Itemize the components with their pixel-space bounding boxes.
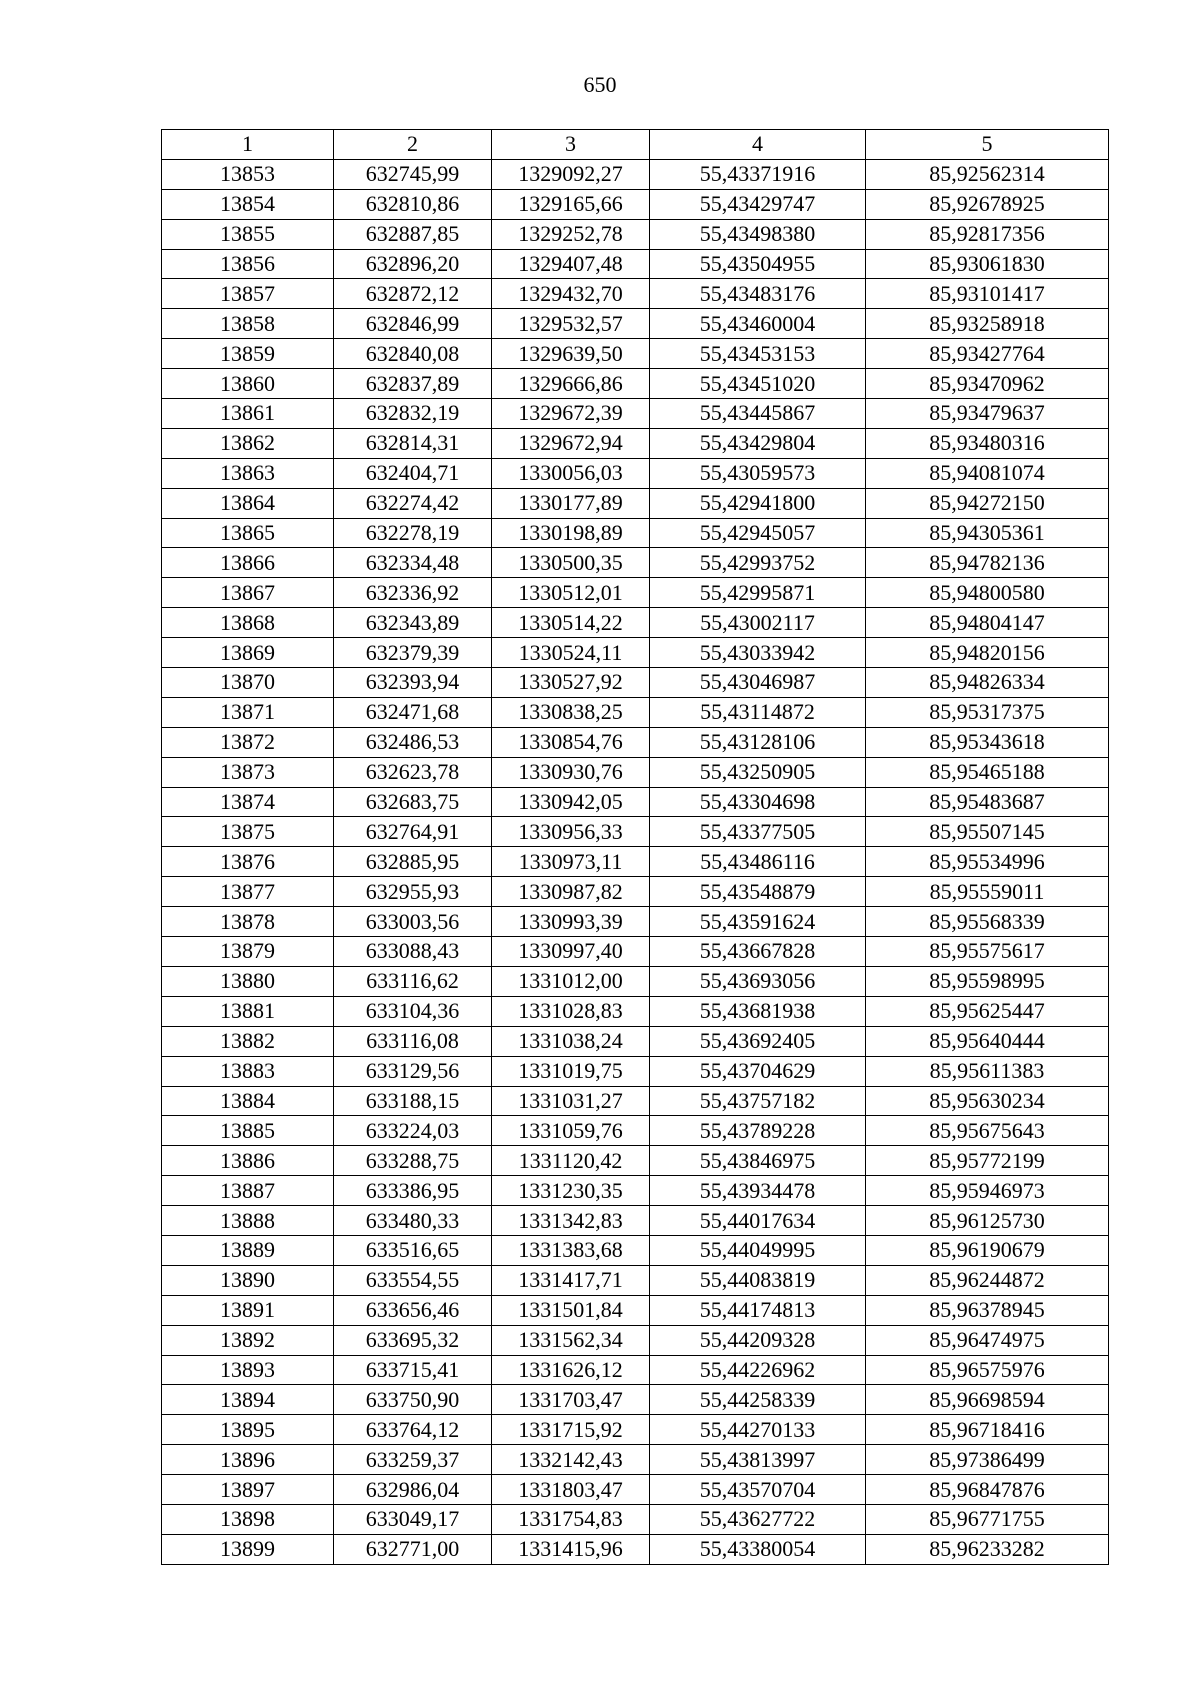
table-cell: 1331120,42 bbox=[492, 1146, 650, 1176]
table-cell: 13894 bbox=[162, 1385, 334, 1415]
table-cell: 633224,03 bbox=[334, 1116, 492, 1146]
table-cell: 13884 bbox=[162, 1086, 334, 1116]
table-cell: 632872,12 bbox=[334, 279, 492, 309]
table-cell: 633750,90 bbox=[334, 1385, 492, 1415]
table-cell: 632955,93 bbox=[334, 877, 492, 907]
table-cell: 13895 bbox=[162, 1415, 334, 1445]
table-cell: 85,93101417 bbox=[866, 279, 1109, 309]
table-cell: 13864 bbox=[162, 488, 334, 518]
table-cell: 1329252,78 bbox=[492, 219, 650, 249]
table-row bbox=[162, 1235, 1109, 1265]
page-number: 650 bbox=[583, 72, 617, 97]
table-cell: 85,94820156 bbox=[866, 638, 1109, 668]
table-cell: 55,44049995 bbox=[650, 1235, 866, 1265]
table-cell: 633116,62 bbox=[334, 966, 492, 996]
table-cell: 13877 bbox=[162, 877, 334, 907]
table-row bbox=[162, 1325, 1109, 1355]
table-cell: 1331715,92 bbox=[492, 1415, 650, 1445]
table-cell: 1330993,39 bbox=[492, 907, 650, 937]
table-cell: 85,95507145 bbox=[866, 817, 1109, 847]
table-cell: 55,44226962 bbox=[650, 1355, 866, 1385]
table-cell: 1331342,83 bbox=[492, 1206, 650, 1236]
table-cell: 13858 bbox=[162, 309, 334, 339]
table-row bbox=[162, 757, 1109, 787]
table-cell: 55,43548879 bbox=[650, 877, 866, 907]
table-row bbox=[162, 1146, 1109, 1176]
table-cell: 1329407,48 bbox=[492, 249, 650, 279]
table-cell: 13899 bbox=[162, 1534, 334, 1564]
table-cell: 85,96233282 bbox=[866, 1534, 1109, 1564]
table-row bbox=[162, 787, 1109, 817]
table-cell: 632623,78 bbox=[334, 757, 492, 787]
table-cell: 55,44270133 bbox=[650, 1415, 866, 1445]
table-cell: 85,95568339 bbox=[866, 907, 1109, 937]
table-cell: 55,43453153 bbox=[650, 339, 866, 369]
table-cell: 13859 bbox=[162, 339, 334, 369]
table-cell: 633715,41 bbox=[334, 1355, 492, 1385]
table-cell: 13854 bbox=[162, 189, 334, 219]
table-cell: 633049,17 bbox=[334, 1504, 492, 1534]
table-cell: 55,43445867 bbox=[650, 399, 866, 429]
table-cell: 13888 bbox=[162, 1206, 334, 1236]
table-cell: 55,43627722 bbox=[650, 1504, 866, 1534]
table-row bbox=[162, 1415, 1109, 1445]
table-row bbox=[162, 339, 1109, 369]
table-row bbox=[162, 1475, 1109, 1505]
table-cell: 1329165,66 bbox=[492, 189, 650, 219]
table-cell: 1331383,68 bbox=[492, 1235, 650, 1265]
table-cell: 85,95317375 bbox=[866, 697, 1109, 727]
table-cell: 55,43429804 bbox=[650, 428, 866, 458]
table-cell: 55,43114872 bbox=[650, 697, 866, 727]
table-cell: 85,96718416 bbox=[866, 1415, 1109, 1445]
table-cell: 13860 bbox=[162, 369, 334, 399]
table-cell: 85,96575976 bbox=[866, 1355, 1109, 1385]
table-cell: 55,43377505 bbox=[650, 817, 866, 847]
table-cell: 632393,94 bbox=[334, 668, 492, 698]
table-cell: 1331012,00 bbox=[492, 966, 650, 996]
table-cell: 85,96474975 bbox=[866, 1325, 1109, 1355]
table-row bbox=[162, 428, 1109, 458]
table-cell: 85,94782136 bbox=[866, 548, 1109, 578]
table-cell: 632887,85 bbox=[334, 219, 492, 249]
column-header: 3 bbox=[492, 130, 650, 160]
table-row bbox=[162, 458, 1109, 488]
table-cell: 85,96771755 bbox=[866, 1504, 1109, 1534]
table-row bbox=[162, 1026, 1109, 1056]
table-cell: 1330512,01 bbox=[492, 578, 650, 608]
table-cell: 55,43681938 bbox=[650, 996, 866, 1026]
table-cell: 632814,31 bbox=[334, 428, 492, 458]
table-cell: 633288,75 bbox=[334, 1146, 492, 1176]
table-row bbox=[162, 279, 1109, 309]
table-cell: 1330198,89 bbox=[492, 518, 650, 548]
table-cell: 55,43380054 bbox=[650, 1534, 866, 1564]
table-cell: 13878 bbox=[162, 907, 334, 937]
table-cell: 85,95465188 bbox=[866, 757, 1109, 787]
table-cell: 13857 bbox=[162, 279, 334, 309]
table-cell: 55,43692405 bbox=[650, 1026, 866, 1056]
table-cell: 55,43033942 bbox=[650, 638, 866, 668]
table-cell: 632343,89 bbox=[334, 608, 492, 638]
table-cell: 632810,86 bbox=[334, 189, 492, 219]
table-cell: 13871 bbox=[162, 697, 334, 727]
table-row bbox=[162, 817, 1109, 847]
table-cell: 1331754,83 bbox=[492, 1504, 650, 1534]
column-header: 2 bbox=[334, 130, 492, 160]
table-cell: 632896,20 bbox=[334, 249, 492, 279]
table-cell: 55,43483176 bbox=[650, 279, 866, 309]
table-row bbox=[162, 1504, 1109, 1534]
table-cell: 13897 bbox=[162, 1475, 334, 1505]
table-cell: 55,43704629 bbox=[650, 1056, 866, 1086]
table-cell: 13886 bbox=[162, 1146, 334, 1176]
table-cell: 1330942,05 bbox=[492, 787, 650, 817]
table-cell: 1330973,11 bbox=[492, 847, 650, 877]
table-row bbox=[162, 608, 1109, 638]
table-cell: 55,44017634 bbox=[650, 1206, 866, 1236]
table-cell: 633116,08 bbox=[334, 1026, 492, 1056]
table-cell: 85,94305361 bbox=[866, 518, 1109, 548]
table-row bbox=[162, 877, 1109, 907]
table-cell: 1330956,33 bbox=[492, 817, 650, 847]
table-cell: 1330524,11 bbox=[492, 638, 650, 668]
table-cell: 85,94826334 bbox=[866, 668, 1109, 698]
table-cell: 1331501,84 bbox=[492, 1295, 650, 1325]
table-cell: 1329432,70 bbox=[492, 279, 650, 309]
table-row bbox=[162, 1265, 1109, 1295]
table-cell: 55,42945057 bbox=[650, 518, 866, 548]
table-row bbox=[162, 1445, 1109, 1475]
table-row bbox=[162, 1086, 1109, 1116]
table-cell: 85,95630234 bbox=[866, 1086, 1109, 1116]
table-cell: 13870 bbox=[162, 668, 334, 698]
table-cell: 13890 bbox=[162, 1265, 334, 1295]
table-row bbox=[162, 518, 1109, 548]
table-cell: 1331028,83 bbox=[492, 996, 650, 1026]
table-cell: 55,44209328 bbox=[650, 1325, 866, 1355]
table-row bbox=[162, 578, 1109, 608]
table-cell: 55,43813997 bbox=[650, 1445, 866, 1475]
table-body bbox=[162, 159, 1109, 1564]
table-cell: 55,43789228 bbox=[650, 1116, 866, 1146]
table-cell: 1330997,40 bbox=[492, 937, 650, 967]
table-cell: 1331019,75 bbox=[492, 1056, 650, 1086]
table-row bbox=[162, 1206, 1109, 1236]
table-cell: 13881 bbox=[162, 996, 334, 1026]
table-cell: 85,96698594 bbox=[866, 1385, 1109, 1415]
table-cell: 1331038,24 bbox=[492, 1026, 650, 1056]
table-cell: 55,43460004 bbox=[650, 309, 866, 339]
table-cell: 85,93258918 bbox=[866, 309, 1109, 339]
table-cell: 85,94272150 bbox=[866, 488, 1109, 518]
table-cell: 55,43451020 bbox=[650, 369, 866, 399]
table-cell: 633188,15 bbox=[334, 1086, 492, 1116]
table-cell: 632274,42 bbox=[334, 488, 492, 518]
table-cell: 85,94081074 bbox=[866, 458, 1109, 488]
table-row bbox=[162, 1355, 1109, 1385]
table-cell: 633764,12 bbox=[334, 1415, 492, 1445]
table-row bbox=[162, 159, 1109, 189]
table-cell: 633695,32 bbox=[334, 1325, 492, 1355]
column-header: 4 bbox=[650, 130, 866, 160]
table-cell: 633003,56 bbox=[334, 907, 492, 937]
table-cell: 13892 bbox=[162, 1325, 334, 1355]
table-cell: 1330514,22 bbox=[492, 608, 650, 638]
table-cell: 55,42993752 bbox=[650, 548, 866, 578]
table-cell: 633480,33 bbox=[334, 1206, 492, 1236]
table-cell: 1330056,03 bbox=[492, 458, 650, 488]
table-cell: 85,95483687 bbox=[866, 787, 1109, 817]
table-cell: 13889 bbox=[162, 1235, 334, 1265]
table-cell: 13874 bbox=[162, 787, 334, 817]
table-cell: 85,96847876 bbox=[866, 1475, 1109, 1505]
table-cell: 1330177,89 bbox=[492, 488, 650, 518]
table-cell: 13873 bbox=[162, 757, 334, 787]
table-cell: 85,94800580 bbox=[866, 578, 1109, 608]
table-cell: 13887 bbox=[162, 1176, 334, 1206]
table-cell: 13885 bbox=[162, 1116, 334, 1146]
table-cell: 13869 bbox=[162, 638, 334, 668]
table-cell: 632745,99 bbox=[334, 159, 492, 189]
table-cell: 633516,65 bbox=[334, 1235, 492, 1265]
table-cell: 85,95946973 bbox=[866, 1176, 1109, 1206]
table-cell: 55,43667828 bbox=[650, 937, 866, 967]
table-cell: 85,97386499 bbox=[866, 1445, 1109, 1475]
table-cell: 13856 bbox=[162, 249, 334, 279]
table-cell: 55,43250905 bbox=[650, 757, 866, 787]
table-cell: 85,92817356 bbox=[866, 219, 1109, 249]
table-cell: 633259,37 bbox=[334, 1445, 492, 1475]
table-cell: 85,96125730 bbox=[866, 1206, 1109, 1236]
table-cell: 85,95675643 bbox=[866, 1116, 1109, 1146]
table-cell: 55,43128106 bbox=[650, 727, 866, 757]
table-cell: 632885,95 bbox=[334, 847, 492, 877]
table-row bbox=[162, 907, 1109, 937]
table-cell: 55,43429747 bbox=[650, 189, 866, 219]
table-cell: 1330930,76 bbox=[492, 757, 650, 787]
table-cell: 632336,92 bbox=[334, 578, 492, 608]
table-cell: 55,43846975 bbox=[650, 1146, 866, 1176]
table-cell: 85,95575617 bbox=[866, 937, 1109, 967]
table-cell: 85,93061830 bbox=[866, 249, 1109, 279]
table-cell: 1331803,47 bbox=[492, 1475, 650, 1505]
table-cell: 55,44258339 bbox=[650, 1385, 866, 1415]
table-cell: 85,95343618 bbox=[866, 727, 1109, 757]
table-cell: 55,43371916 bbox=[650, 159, 866, 189]
table-cell: 13868 bbox=[162, 608, 334, 638]
table-row bbox=[162, 697, 1109, 727]
table-cell: 85,94804147 bbox=[866, 608, 1109, 638]
table-row bbox=[162, 638, 1109, 668]
table-cell: 1331562,34 bbox=[492, 1325, 650, 1355]
table-row bbox=[162, 189, 1109, 219]
table-cell: 1331415,96 bbox=[492, 1534, 650, 1564]
table-cell: 1331031,27 bbox=[492, 1086, 650, 1116]
table-cell: 632832,19 bbox=[334, 399, 492, 429]
table-cell: 633088,43 bbox=[334, 937, 492, 967]
table-cell: 1330500,35 bbox=[492, 548, 650, 578]
table-cell: 85,95598995 bbox=[866, 966, 1109, 996]
table-row bbox=[162, 937, 1109, 967]
table-cell: 1330987,82 bbox=[492, 877, 650, 907]
table-cell: 55,44083819 bbox=[650, 1265, 866, 1295]
table-cell: 85,93479637 bbox=[866, 399, 1109, 429]
table-cell: 632334,48 bbox=[334, 548, 492, 578]
table-header-row bbox=[162, 130, 1109, 160]
table-row bbox=[162, 369, 1109, 399]
table-cell: 1329672,39 bbox=[492, 399, 650, 429]
table-cell: 632404,71 bbox=[334, 458, 492, 488]
table-row bbox=[162, 488, 1109, 518]
table-cell: 55,43757182 bbox=[650, 1086, 866, 1116]
table-cell: 633104,36 bbox=[334, 996, 492, 1026]
table-cell: 85,95625447 bbox=[866, 996, 1109, 1026]
table-cell: 55,43591624 bbox=[650, 907, 866, 937]
table-cell: 13875 bbox=[162, 817, 334, 847]
table-cell: 55,43046987 bbox=[650, 668, 866, 698]
table-cell: 1330838,25 bbox=[492, 697, 650, 727]
table-cell: 55,43059573 bbox=[650, 458, 866, 488]
table-cell: 13883 bbox=[162, 1056, 334, 1086]
table-row bbox=[162, 847, 1109, 877]
column-header: 5 bbox=[866, 130, 1109, 160]
table-row bbox=[162, 996, 1109, 1026]
table-row bbox=[162, 249, 1109, 279]
table-cell: 13879 bbox=[162, 937, 334, 967]
table-cell: 85,95640444 bbox=[866, 1026, 1109, 1056]
table-row bbox=[162, 309, 1109, 339]
table-cell: 85,93470962 bbox=[866, 369, 1109, 399]
table-cell: 13865 bbox=[162, 518, 334, 548]
table-cell: 55,44174813 bbox=[650, 1295, 866, 1325]
table-row bbox=[162, 1295, 1109, 1325]
table-row bbox=[162, 1534, 1109, 1564]
table-cell: 13866 bbox=[162, 548, 334, 578]
table-cell: 632471,68 bbox=[334, 697, 492, 727]
table-cell: 55,43486116 bbox=[650, 847, 866, 877]
table-cell: 55,43934478 bbox=[650, 1176, 866, 1206]
table-cell: 55,43693056 bbox=[650, 966, 866, 996]
table-cell: 632379,39 bbox=[334, 638, 492, 668]
table-cell: 633656,46 bbox=[334, 1295, 492, 1325]
table-cell: 632486,53 bbox=[334, 727, 492, 757]
table-cell: 1330527,92 bbox=[492, 668, 650, 698]
table-cell: 13863 bbox=[162, 458, 334, 488]
table-cell: 13876 bbox=[162, 847, 334, 877]
table-cell: 1332142,43 bbox=[492, 1445, 650, 1475]
table-cell: 13867 bbox=[162, 578, 334, 608]
table-cell: 55,43504955 bbox=[650, 249, 866, 279]
table-cell: 632986,04 bbox=[334, 1475, 492, 1505]
table-row bbox=[162, 668, 1109, 698]
table-row bbox=[162, 1116, 1109, 1146]
table-cell: 1329532,57 bbox=[492, 309, 650, 339]
table-cell: 1331417,71 bbox=[492, 1265, 650, 1295]
table-cell: 1329666,86 bbox=[492, 369, 650, 399]
table-cell: 13893 bbox=[162, 1355, 334, 1385]
table-cell: 55,43304698 bbox=[650, 787, 866, 817]
table-cell: 632840,08 bbox=[334, 339, 492, 369]
table-row bbox=[162, 548, 1109, 578]
table-cell: 85,92678925 bbox=[866, 189, 1109, 219]
table-cell: 13861 bbox=[162, 399, 334, 429]
table-row bbox=[162, 1176, 1109, 1206]
table-cell: 13872 bbox=[162, 727, 334, 757]
table-cell: 1331626,12 bbox=[492, 1355, 650, 1385]
table-cell: 13880 bbox=[162, 966, 334, 996]
table-cell: 13855 bbox=[162, 219, 334, 249]
table-cell: 632278,19 bbox=[334, 518, 492, 548]
table-cell: 633129,56 bbox=[334, 1056, 492, 1086]
table-cell: 85,96244872 bbox=[866, 1265, 1109, 1295]
table-row bbox=[162, 727, 1109, 757]
table-cell: 632771,00 bbox=[334, 1534, 492, 1564]
table-cell: 85,95534996 bbox=[866, 847, 1109, 877]
table-cell: 85,96378945 bbox=[866, 1295, 1109, 1325]
table-row bbox=[162, 1056, 1109, 1086]
table-cell: 1329639,50 bbox=[492, 339, 650, 369]
table-cell: 55,43498380 bbox=[650, 219, 866, 249]
table-cell: 85,95611383 bbox=[866, 1056, 1109, 1086]
table-cell: 1331059,76 bbox=[492, 1116, 650, 1146]
table-cell: 13853 bbox=[162, 159, 334, 189]
table-cell: 633554,55 bbox=[334, 1265, 492, 1295]
table-cell: 85,92562314 bbox=[866, 159, 1109, 189]
table-row bbox=[162, 1385, 1109, 1415]
column-header: 1 bbox=[162, 130, 334, 160]
table-cell: 85,95559011 bbox=[866, 877, 1109, 907]
table-cell: 13896 bbox=[162, 1445, 334, 1475]
table-cell: 1329672,94 bbox=[492, 428, 650, 458]
table-cell: 13882 bbox=[162, 1026, 334, 1056]
table-cell: 13891 bbox=[162, 1295, 334, 1325]
table-cell: 55,43002117 bbox=[650, 608, 866, 638]
table-cell: 632764,91 bbox=[334, 817, 492, 847]
table-cell: 55,43570704 bbox=[650, 1475, 866, 1505]
table-cell: 85,95772199 bbox=[866, 1146, 1109, 1176]
table-cell: 1331703,47 bbox=[492, 1385, 650, 1415]
table-row bbox=[162, 219, 1109, 249]
table-row bbox=[162, 399, 1109, 429]
table-cell: 632846,99 bbox=[334, 309, 492, 339]
table-cell: 633386,95 bbox=[334, 1176, 492, 1206]
table-cell: 13898 bbox=[162, 1504, 334, 1534]
table-cell: 1331230,35 bbox=[492, 1176, 650, 1206]
table-cell: 55,42941800 bbox=[650, 488, 866, 518]
table-cell: 1329092,27 bbox=[492, 159, 650, 189]
table-cell: 13862 bbox=[162, 428, 334, 458]
table-cell: 632683,75 bbox=[334, 787, 492, 817]
table-cell: 1330854,76 bbox=[492, 727, 650, 757]
table-cell: 632837,89 bbox=[334, 369, 492, 399]
table-cell: 85,93480316 bbox=[866, 428, 1109, 458]
table-row bbox=[162, 966, 1109, 996]
table-cell: 55,42995871 bbox=[650, 578, 866, 608]
table-cell: 85,93427764 bbox=[866, 339, 1109, 369]
coordinates-table bbox=[161, 129, 1109, 1565]
table-cell: 85,96190679 bbox=[866, 1235, 1109, 1265]
